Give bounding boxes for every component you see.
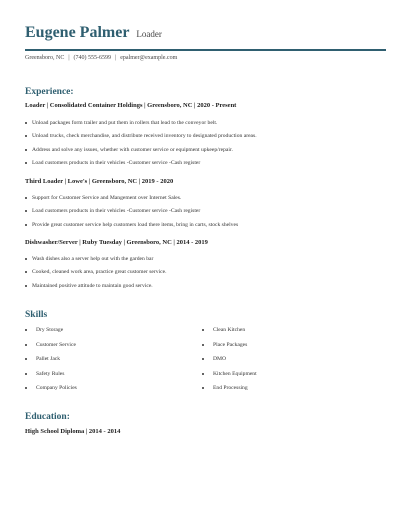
skills-heading: Skills [25,310,48,320]
experience-heading: Experience: [25,87,74,97]
list-item: Support for Customer Service and Mangement over Internet Sales. [25,194,238,207]
skill-item: Place Packages [202,341,257,356]
job-title: Third Loader | Lowe's | Greensboro, NC | 2019 - 2020 [25,178,174,185]
skills-list-right [202,326,257,399]
list-item: Wash dishes also a server help out with the garden bar [25,255,167,268]
list-item: Provide great customer service help customers load there items, bring in carts, stock shelves [25,221,238,234]
contact-line [25,55,177,61]
contact-location: Greensboro, NC [25,55,65,61]
skill-item: Dry Storage [25,326,77,341]
education-heading: Education: [25,412,70,422]
skill-item: Company Policies [25,384,77,399]
job-title: Loader | Consolidated Container Holdings | Greensboro, NC | 2020 - Present [25,102,237,109]
candidate-role: Loader [136,29,162,39]
list-item: Address and solve any issues, whether with customer service or equipment upkeep/repair. [25,146,257,159]
list-item: Unload trucks, check merchandise, and distribute received inventory to designated production areas. [25,132,257,145]
skill-item: Pallet Jack [25,355,77,370]
list-item: Cooked, cleaned work area, practice great customer service. [25,268,167,281]
header-divider [25,49,386,51]
education-entry: High School Diploma | 2014 - 2014 [25,428,121,435]
job-bullets [25,255,167,295]
list-item: Load customers products in their vehicles -Customer service -Cash register [25,159,257,172]
list-item: Maintained positive attitude to maintain good service. [25,282,167,295]
contact-separator: | [68,55,70,61]
skill-item: Kitchen Equipment [202,370,257,385]
skill-item: Clean Kitchen [202,326,257,341]
skill-item: End Processing [202,384,257,399]
contact-email[interactable]: epalmer@example.com [120,55,178,61]
list-item: Unload packages form trailer and put them in rollers that lead to the conveyor belt. [25,119,257,132]
skill-item: Customer Service [25,341,77,356]
list-item: Load customers products in their vehicles -Customer service -Cash register [25,207,238,220]
contact-separator: | [115,55,117,61]
name-line [25,24,385,42]
candidate-name: Eugene Palmer [25,24,130,41]
job-bullets [25,194,238,234]
job-bullets [25,119,257,172]
resume-header [25,24,385,42]
contact-phone: (740) 555-6599 [73,55,112,61]
skill-item: DMO [202,355,257,370]
skills-list-left [25,326,77,399]
skill-item: Safety Rules [25,370,77,385]
job-title: Dishwasher/Server | Ruby Tuesday | Greensboro, NC | 2014 - 2019 [25,239,208,246]
